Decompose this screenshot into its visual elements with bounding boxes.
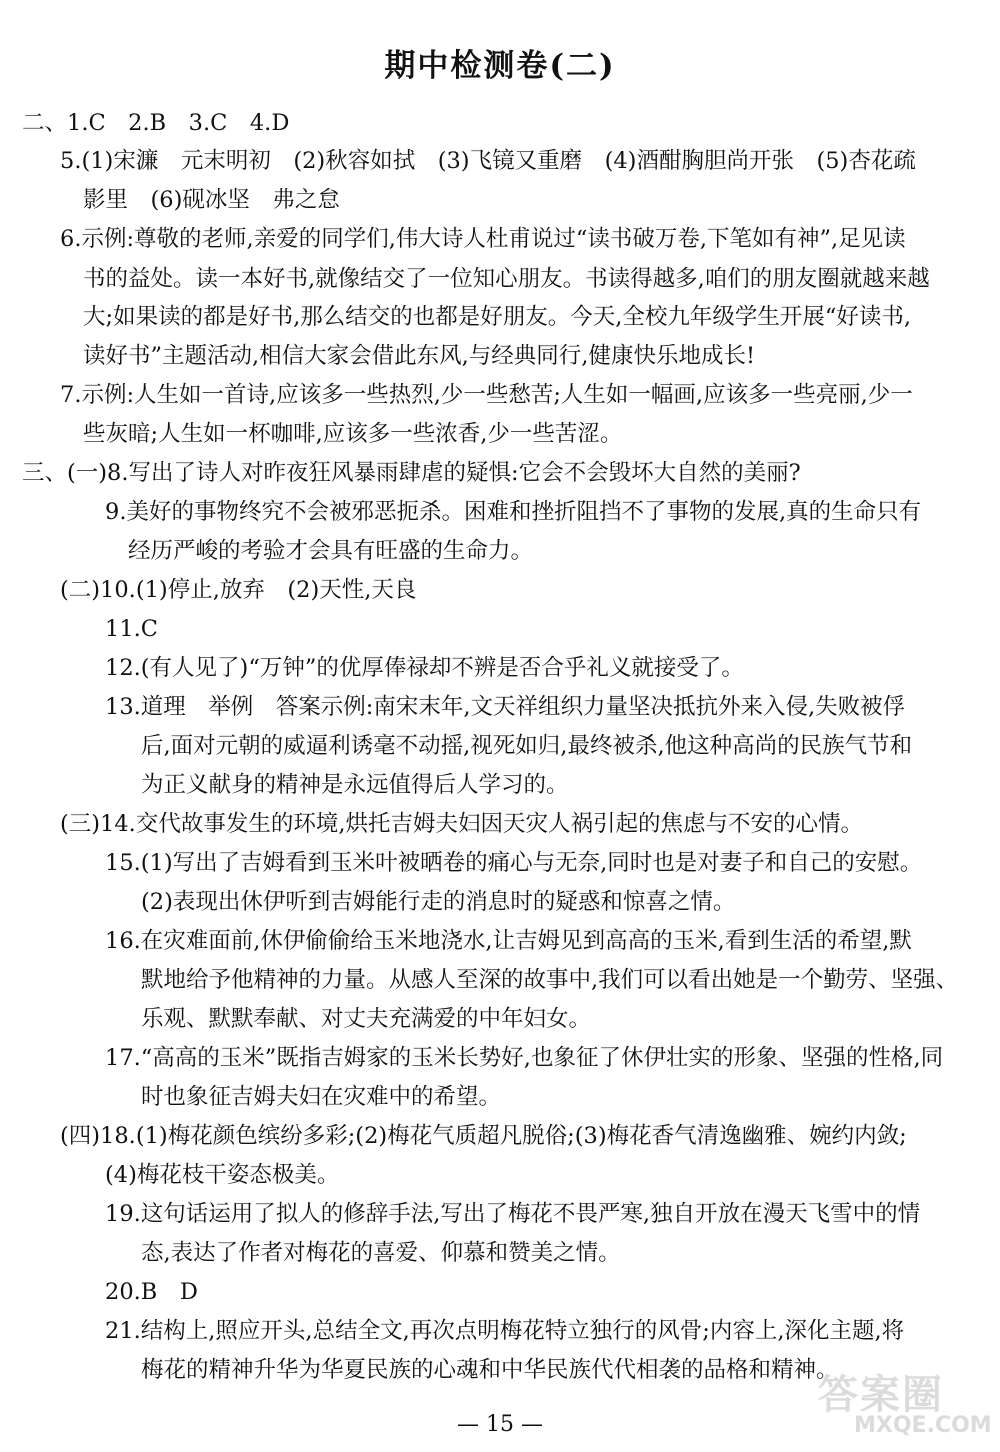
watermark-url: MXQE.COM [854,1413,992,1438]
answer-line: (4)梅花枝干姿态极美。 [105,1162,340,1188]
page-title: 期中检测卷(二) [384,48,616,84]
answer-line: 6.示例:尊敬的老师,亲爱的同学们,伟大诗人杜甫说过“读书破万卷,下笔如有神”,足见读 [60,226,906,252]
answer-line: (二)10.(1)停止,放弃 (2)天性,天良 [60,577,417,603]
answer-line: 经历严峻的考验才会具有旺盛的生命力。 [128,538,534,564]
answer-line: (2)表现出休伊听到吉姆能行走的消息时的疑惑和惊喜之情。 [141,889,736,915]
answer-line: 13.道理 举例 答案示例:南宋末年,文天祥组织力量坚决抵抗外来入侵,失败被俘 [105,694,906,720]
answer-line: 默地给予他精神的力量。从感人至深的故事中,我们可以看出她是一个勤劳、坚强、 [141,967,959,993]
answer-line: 后,面对元朝的威逼利诱毫不动摇,视死如归,最终被杀,他这种高尚的民族气节和 [141,733,913,759]
watermark-text: 答案圈 [818,1371,944,1418]
answer-line: 乐观、默默奉献、对丈夫充满爱的中年妇女。 [141,1006,592,1032]
answer-line: 12.(有人见了)“万钟”的优厚俸禄却不辨是否合乎礼义就接受了。 [105,655,744,681]
answer-line: 二、1.C 2.B 3.C 4.D [22,110,290,136]
answer-line: 读好书”主题活动,相信大家会借此东风,与经典同行,健康快乐地成长! [83,343,756,369]
answer-line: 16.在灾难面前,休伊偷偷给玉米地浇水,让吉姆见到高高的玉米,看到生活的希望,默 [105,928,912,954]
answer-line: 为正义献身的精神是永远值得后人学习的。 [141,772,569,798]
answer-line: 20.B D [105,1279,198,1305]
answer-line: 大;如果读的都是好书,那么结交的也都是好朋友。今天,全校九年级学生开展“好读书, [83,304,912,330]
answer-line: 梅花的精神升华为华夏民族的心魂和中华民族代代相袭的品格和精神。 [141,1357,839,1383]
answer-line: 19.这句话运用了拟人的修辞手法,写出了梅花不畏严寒,独自开放在漫天飞雪中的情 [105,1201,921,1227]
answer-line: 态,表达了作者对梅花的喜爱、仰慕和赞美之情。 [141,1240,621,1266]
page-number: — 15 — [457,1412,543,1437]
answer-line: 影里 (6)砚冰坚 弗之怠 [83,187,340,213]
watermark-logo [810,1363,990,1445]
answer-line: 7.示例:人生如一首诗,应该多一些热烈,少一些愁苦;人生如一幅画,应该多一些亮丽,少一 [60,382,913,408]
answer-line: 15.(1)写出了吉姆看到玉米叶被晒卷的痛心与无奈,同时也是对妻子和自己的安慰。 [105,850,923,876]
answer-line: 三、(一)8.写出了诗人对昨夜狂风暴雨肆虐的疑惧:它会不会毁坏大自然的美丽? [22,460,801,486]
answer-line: 11.C [105,616,158,642]
answer-line: 5.(1)宋濂 元末明初 (2)秋容如拭 (3)飞镜又重磨 (4)酒酣胸胆尚开张 (5)杏花疏 [60,148,916,174]
answer-line: 9.美好的事物终究不会被邪恶扼杀。困难和挫折阻挡不了事物的发展,真的生命只有 [105,499,922,525]
answer-line: (四)18.(1)梅花颜色缤纷多彩;(2)梅花气质超凡脱俗;(3)梅花香气清逸幽雅、婉约内敛; [60,1123,907,1149]
answer-line: 时也象征吉姆夫妇在灾难中的希望。 [141,1084,502,1110]
answer-line: (三)14.交代故事发生的环境,烘托吉姆夫妇因天灾人祸引起的焦虑与不安的心情。 [60,811,863,837]
answer-line: 17.“高高的玉米”既指吉姆家的玉米长势好,也象征了休伊壮实的形象、坚强的性格,同 [105,1045,944,1071]
answer-line: 21.结构上,照应开头,总结全文,再次点明梅花特立独行的风骨;内容上,深化主题,将 [105,1318,905,1344]
answer-line: 些灰暗;人生如一杯咖啡,应该多一些浓香,少一些苦涩。 [83,421,623,447]
answer-line: 书的益处。读一本好书,就像结交了一位知心朋友。书读得越多,咱们的朋友圈就越来越 [83,266,930,292]
